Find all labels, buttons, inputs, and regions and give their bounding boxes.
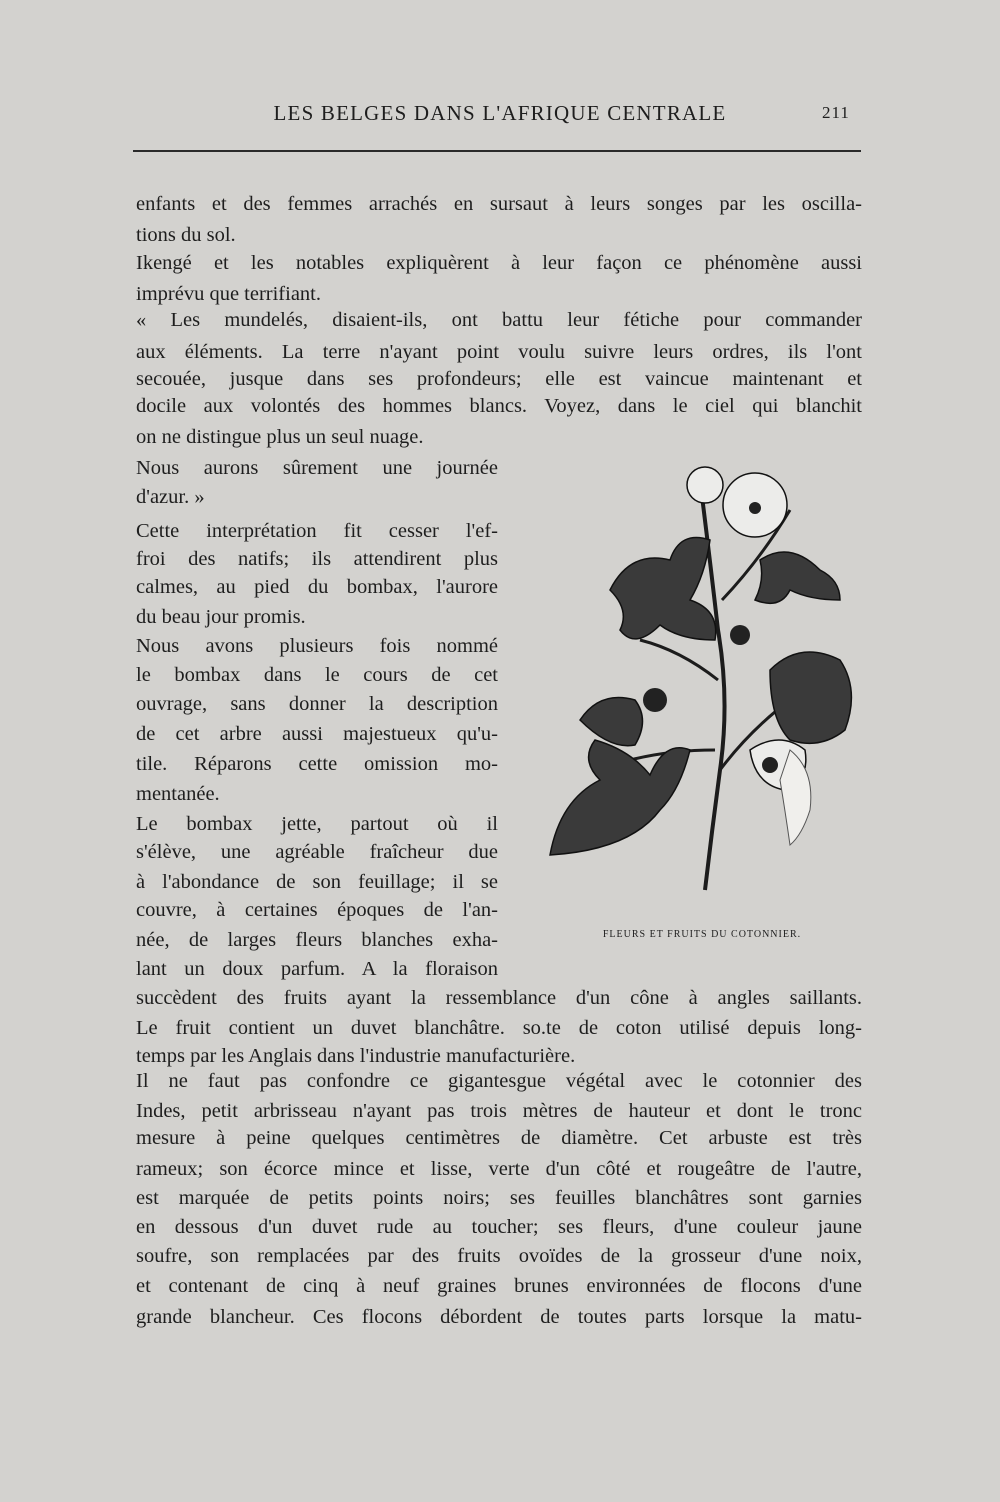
text-line: Il ne faut pas confondre ce gigantesgue végétal avec le cotonnier des [136, 1070, 862, 1092]
text-line: et contenant de cinq à neuf graines brunes environnées de flocons d'une [136, 1275, 862, 1297]
text-line: Ikengé et les notables expliquèrent à leur façon ce phénomène aussi [136, 252, 862, 274]
text-line: soufre, son remplacées par des fruits ovoïdes de la grosseur d'une noix, [136, 1245, 862, 1267]
text-line: à l'abondance de son feuillage; il se [136, 871, 498, 893]
text-line: succèdent des fruits ayant la ressemblance d'un cône à angles saillants. [136, 987, 862, 1009]
text-line: Cette interprétation fit cesser l'ef- [136, 520, 498, 542]
text-line: docile aux volontés des hommes blancs. Voyez, dans le ciel qui blanchit [136, 395, 862, 417]
text-line: le bombax dans le cours de cet [136, 664, 498, 686]
text-line: on ne distingue plus un seul nuage. [136, 426, 424, 448]
text-line: secouée, jusque dans ses profondeurs; elle est vaincue maintenant et [136, 368, 862, 390]
text-line: rameux; son écorce mince et lisse, verte d'un côté et rougeâtre de l'autre, [136, 1158, 862, 1180]
text-line: temps par les Anglais dans l'industrie manufacturière. [136, 1045, 576, 1067]
text-line: en dessous d'un duvet rude au toucher; ses fleurs, d'une couleur jaune [136, 1216, 862, 1238]
running-header: LES BELGES DANS L'AFRIQUE CENTRALE [273, 101, 727, 125]
text-line: imprévu que terrifiant. [136, 283, 322, 305]
text-line: Nous avons plusieurs fois nommé [136, 635, 498, 657]
page-number: 211 [822, 103, 850, 122]
figure-caption: FLEURS ET FRUITS DU COTONNIER. [602, 929, 802, 940]
text-line: couvre, à certaines époques de l'an- [136, 899, 498, 921]
text-line: enfants et des femmes arrachés en sursaut à leurs songes par les oscilla- [136, 193, 862, 215]
text-line: du beau jour promis. [136, 606, 306, 628]
text-line: née, de larges fleurs blanches exha- [136, 929, 498, 951]
text-line: s'élève, une agréable fraîcheur due [136, 841, 498, 863]
text-line: froi des natifs; ils attendirent plus [136, 548, 498, 570]
text-line: d'azur. » [136, 486, 205, 508]
text-line: Le bombax jette, partout où il [136, 813, 498, 835]
text-line: de cet arbre aussi majestueux qu'u- [136, 723, 498, 745]
text-line: Nous aurons sûrement une journée [136, 457, 498, 479]
text-line: tile. Réparons cette omission mo- [136, 753, 498, 775]
text-line: tions du sol. [136, 224, 236, 246]
text-line: mentanée. [136, 783, 220, 805]
text-line: Le fruit contient un duvet blanchâtre. so.te de coton utilisé depuis long- [136, 1017, 862, 1039]
text-line: lant un doux parfum. A la floraison [136, 958, 498, 980]
text-line: grande blancheur. Ces flocons débordent de toutes parts lorsque la matu- [136, 1306, 862, 1328]
text-line: mesure à peine quelques centimètres de diamètre. Cet arbuste est très [136, 1127, 862, 1149]
text-line: aux éléments. La terre n'ayant point voulu suivre leurs ordres, ils l'ont [136, 341, 862, 363]
text-line: Indes, petit arbrisseau n'ayant pas trois mètres de hauteur et dont le tronc [136, 1100, 862, 1122]
text-line: ouvrage, sans donner la description [136, 693, 498, 715]
text-line: calmes, au pied du bombax, l'aurore [136, 576, 498, 598]
header-rule [133, 150, 861, 152]
text-line: « Les mundelés, disaient-ils, ont battu leur fétiche pour commander [136, 309, 862, 331]
cotton-plant-illustration [540, 450, 860, 910]
text-line: est marquée de petits points noirs; ses feuilles blanchâtres sont garnies [136, 1187, 862, 1209]
